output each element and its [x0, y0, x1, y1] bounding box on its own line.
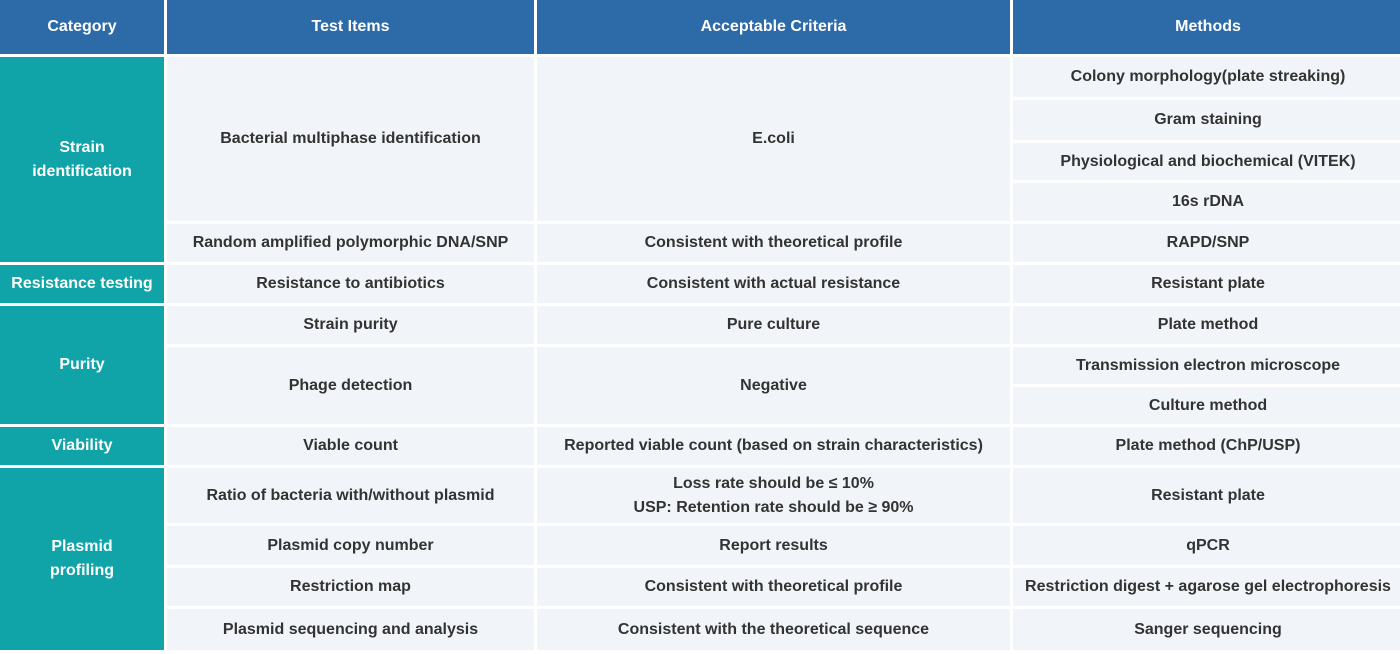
table-row: [0, 468, 1400, 523]
category-resistance-testing: Resistance testing: [0, 265, 164, 303]
criteria-line: Loss rate should be ≤ 10%: [673, 474, 874, 492]
table-row: [0, 568, 1400, 606]
method: qPCR: [1013, 526, 1400, 565]
test-item: Ratio of bacteria with/without plasmid: [167, 468, 534, 523]
method: Resistant plate: [1013, 265, 1400, 303]
method: Colony morphology(plate streaking): [1013, 57, 1400, 97]
method: Restriction digest + agarose gel electrophoresis: [1013, 568, 1400, 606]
criteria-line: USP: Retention rate should be ≥ 90%: [633, 498, 914, 516]
method: Physiological and biochemical (VITEK): [1013, 143, 1400, 180]
criteria: Consistent with theoretical profile: [537, 224, 1010, 262]
test-item: Plasmid copy number: [167, 526, 534, 565]
test-item: Restriction map: [167, 568, 534, 606]
criteria: Negative: [537, 347, 1010, 424]
header-criteria: Acceptable Criteria: [537, 0, 1010, 54]
header-test-items: Test Items: [167, 0, 534, 54]
criteria: E.coli: [537, 57, 1010, 221]
method: 16s rDNA: [1013, 183, 1400, 221]
header-methods: Methods: [1013, 0, 1400, 54]
test-item: Resistance to antibiotics: [167, 265, 534, 303]
test-item: Viable count: [167, 427, 534, 465]
category-viability: Viability: [0, 427, 164, 465]
method: Culture method: [1013, 387, 1400, 424]
criteria: Consistent with theoretical profile: [537, 568, 1010, 606]
criteria: Reported viable count (based on strain characteristics): [537, 427, 1010, 465]
method: Transmission electron microscope: [1013, 347, 1400, 384]
method: Resistant plate: [1013, 468, 1400, 523]
method: RAPD/SNP: [1013, 224, 1400, 262]
criteria: [537, 468, 1010, 523]
criteria: Consistent with actual resistance: [537, 265, 1010, 303]
table-row: [0, 224, 1400, 262]
test-item: Strain purity: [167, 306, 534, 344]
table-row: [0, 306, 1400, 344]
table-row: [0, 427, 1400, 465]
test-item: Random amplified polymorphic DNA/SNP: [167, 224, 534, 262]
category-plasmid-profiling: Plasmid profiling: [50, 538, 114, 579]
method: Sanger sequencing: [1013, 609, 1400, 650]
category-strain-identification: Strain identification: [32, 138, 132, 180]
method: Plate method: [1013, 306, 1400, 344]
criteria: Report results: [537, 526, 1010, 565]
method: Gram staining: [1013, 100, 1400, 140]
test-item: Phage detection: [167, 347, 534, 424]
method: Plate method (ChP/USP): [1013, 427, 1400, 465]
criteria: Consistent with the theoretical sequence: [537, 609, 1010, 650]
table-row: [0, 265, 1400, 303]
test-item: Plasmid sequencing and analysis: [167, 609, 534, 650]
table-row: [0, 57, 1400, 97]
header-row: [0, 0, 1400, 54]
test-item: Bacterial multiphase identification: [167, 57, 534, 221]
header-category: Category: [0, 0, 164, 54]
table-row: [0, 526, 1400, 565]
table-row: [0, 609, 1400, 650]
table-row: [0, 347, 1400, 384]
category-purity: Purity: [0, 306, 164, 424]
criteria: Pure culture: [537, 306, 1010, 344]
